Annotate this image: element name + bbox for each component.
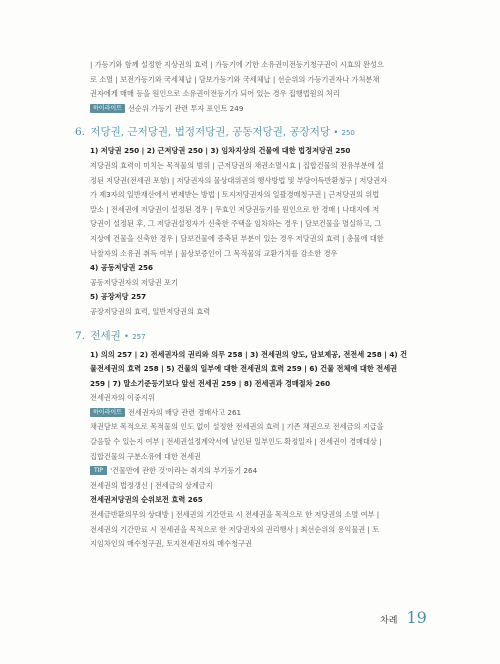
toc-line: 공장저당권의 효력, 일반저당권의 효력 bbox=[90, 306, 211, 316]
toc-line: | 가등기와 함께 설정한 지상권의 효력 | 가등기에 기한 소유권이전등기청구권이 시효의 완성으 bbox=[90, 60, 384, 69]
toc-line: 가 제3자의 일반재산에서 변제받는 방법 | 토지저당권자의 일괄경매청구권 | 근저당권의 위법 bbox=[90, 190, 380, 200]
toc-line: 전세금반환의무의 상대방 | 전세권의 기간만료 시 전세권을 목적으로 한 저당권의 소멸 여부 | bbox=[90, 510, 380, 520]
bullet-dot: • bbox=[124, 331, 129, 341]
page-footer bbox=[380, 608, 427, 627]
toc-line: 낙찰자의 소유권 취득 여부 | 물상보증인이 그 목적물의 교환가치를 감소한 경우 bbox=[90, 248, 338, 258]
section-heading-6[interactable] bbox=[75, 125, 420, 141]
section-page: 250 bbox=[341, 129, 355, 138]
section-number: 6. bbox=[75, 126, 86, 139]
highlight-entry[interactable] bbox=[90, 406, 420, 421]
toc-line: 전세권자의 이중지위 bbox=[90, 393, 155, 403]
subsection-item[interactable]: 4) 공동저당권 256 bbox=[90, 263, 154, 273]
tip-badge: TIP bbox=[90, 466, 107, 475]
toc-line: 말소 | 전세권에 저당권이 설정된 경우 | 무효인 저당권등기를 원인으로 한 경매 | 나대지에 저 bbox=[90, 204, 380, 214]
highlight-entry[interactable] bbox=[90, 102, 420, 117]
toc-line: 집합건물의 구분소유에 대한 전세권 bbox=[90, 451, 202, 461]
toc-line: 전세권의 기간만료 시 전세권을 목적으로 한 저당권자의 권리행사 | 최선순위의 용익물권 | 토 bbox=[90, 524, 380, 534]
highlight-text: 선순위 가등기 관련 투자 포인트 249 bbox=[127, 103, 244, 113]
highlight-text: 전세권자의 배당 관련 경매사고 261 bbox=[127, 407, 242, 417]
tip-text: '건물만에 관한 것'이라는 취지의 부기등기 264 bbox=[110, 466, 258, 476]
section-number: 7. bbox=[75, 329, 86, 342]
highlight-badge: 하이라이트 bbox=[90, 104, 125, 113]
bold-entry[interactable]: 전세권저당권의 순위보전 효력 265 bbox=[90, 495, 203, 505]
toc-line: 공동저당권자의 저당권 포기 bbox=[90, 277, 178, 287]
subsection-list[interactable]: 1) 저당권 250 | 2) 근저당권 250 | 3) 임차지상의 건물에 대한 법정저당권 250 bbox=[90, 146, 351, 156]
section-title: 전세권 bbox=[90, 329, 121, 342]
subsection-list[interactable]: 1) 의의 257 | 2) 전세권자의 권리와 의무 258 | 3) 전세권의 양도, 담보제공, 전전세 258 | 4) 건 bbox=[90, 349, 408, 359]
highlight-badge: 하이라이트 bbox=[90, 408, 125, 417]
toc-line: 권자에게 매매 등을 원인으로 소유권이전등기가 되어 있는 경우 집행법원의 처리 bbox=[90, 89, 340, 99]
subsection-list[interactable]: 물전세권의 효력 258 | 5) 건물의 일부에 대한 전세권의 효력 259 | 6) 건물 전체에 대한 전세권 bbox=[90, 364, 398, 374]
toc-line: 저당권의 효력이 미치는 목적물의 범위 | 근저당권의 채권소멸시효 | 집합건물의 전유부분에 설 bbox=[90, 160, 384, 170]
footer-label: 차례 bbox=[380, 616, 398, 626]
toc-page bbox=[75, 58, 420, 552]
subsection-list[interactable]: 259 | 7) 말소기준등기보다 앞선 전세권 259 | 8) 전세권과 경매절차 260 bbox=[90, 378, 331, 388]
toc-line: 당권이 설정된 후, 그 저당권설정자가 신축한 주택을 임차하는 경우 | 담보건물을 멸실하고, 그 bbox=[90, 219, 382, 229]
bullet-dot: • bbox=[333, 128, 339, 138]
section-heading-7[interactable] bbox=[75, 329, 420, 345]
toc-line: 로 소멸 | 보전가등기와 국세체납 | 담보가등기와 국세체납 | 선순위의 가등기권자나 가처분채 bbox=[90, 74, 380, 84]
subsection-item[interactable]: 5) 공장저당 257 bbox=[90, 292, 147, 302]
toc-line: 지상에 건물을 신축한 경우 | 담보건물에 증축된 부분이 있는 경우 저당권의 효력 | 총물에 대한 bbox=[90, 233, 384, 243]
toc-line: 채권담보 목적으로 목적물의 인도 없이 설정한 전세권의 효력 | 기존 채권으로 전세금의 지급을 bbox=[90, 422, 384, 432]
page-number: 19 bbox=[406, 608, 427, 627]
toc-line: 갈음할 수 있는지 여부 | 전세권설정계약서에 날인된 일부인도 확정일자 | 전세권이 경매대상 | bbox=[90, 437, 382, 447]
tip-entry[interactable] bbox=[90, 464, 420, 479]
toc-line: 지임차인의 매수청구권, 토지전세권자의 매수청구권 bbox=[90, 539, 252, 549]
section-title: 저당권, 근저당권, 법정저당권, 공동저당권, 공장저당 bbox=[90, 126, 331, 139]
section-page: 257 bbox=[132, 332, 146, 341]
toc-line: 정된 저당권(전세권 포함) | 저당권자의 물상대위권의 행사방법 및 부당이득반환청구 | 저당권자 bbox=[90, 175, 388, 185]
toc-line: 전세권의 법정갱신 | 전세금의 상계금지 bbox=[90, 480, 213, 490]
